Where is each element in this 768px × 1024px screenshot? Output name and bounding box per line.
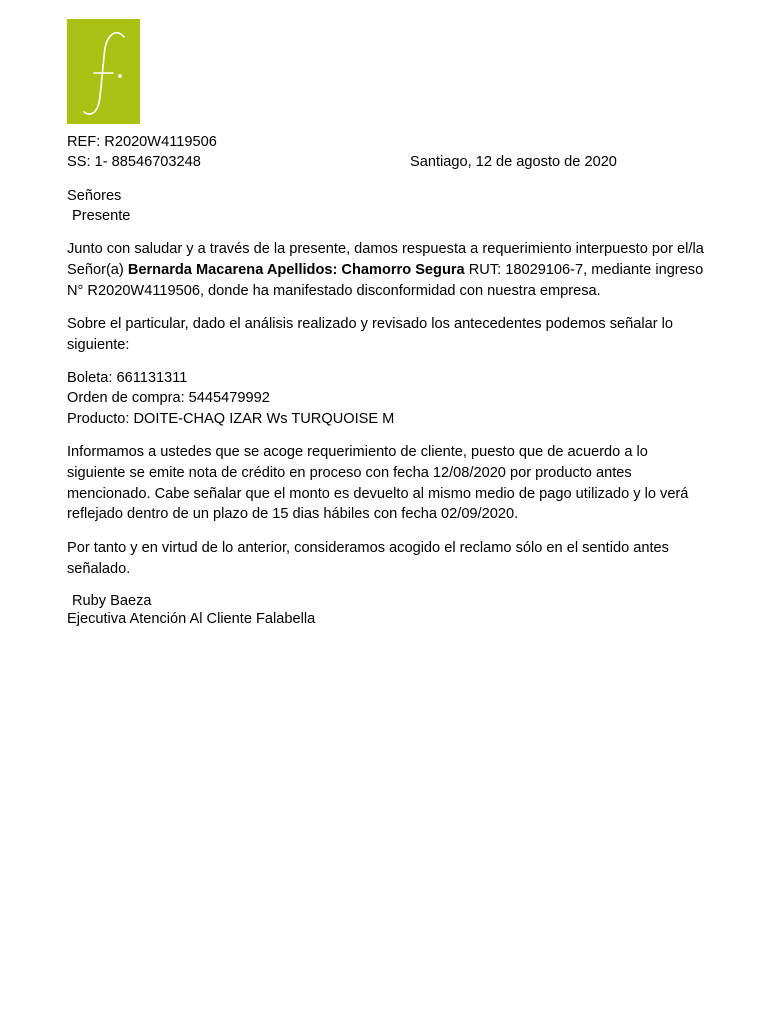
closing-paragraph [67, 538, 707, 580]
reference-number: REF: R2020W4119506 [67, 134, 217, 150]
resolution-text: Informamos a ustedes que se acoge requerimiento de cliente, puesto que de acuerdo a lo siguiente se emite nota de crédito en proceso con fecha 12/08/2020 por producto antes mencionado. Cabe señalar que el monto es devuelto al mismo medio de pago utilizado y lo verá reflejado dentro de un plazo de 15 dias hábiles con fecha 02/09/2020. [67, 444, 689, 523]
intro-paragraph [67, 239, 707, 301]
signature-title: Ejecutiva Atención Al Cliente Falabella [67, 611, 316, 627]
analysis-paragraph [67, 314, 707, 356]
order-line: Orden de compra: 5445479992 [67, 390, 270, 406]
boleta-line: Boleta: 661131311 [67, 370, 188, 386]
customer-name: Bernarda Macarena Apellidos: Chamorro Segura [127, 261, 465, 278]
product-line: Producto: DOITE-CHAQ IZAR Ws TURQUOISE M [67, 411, 395, 427]
resolution-paragraph [67, 442, 707, 525]
intro-text-before: Junto con saludar y a través de la presente, damos respuesta a requerimiento interpuesto por el/la Señor(a) [67, 241, 704, 278]
analysis-text: Sobre el particular, dado el análisis realizado y revisado los antecedentes podemos señalar lo siguiente: [67, 316, 674, 353]
salutation-present: Presente [72, 208, 131, 224]
ss-number: SS: 1- 88546703248 [67, 154, 201, 170]
salutation-line: Señores [67, 188, 122, 204]
signature-name: Ruby Baeza [72, 593, 152, 609]
intro-text-after: RUT: 18029106-7, mediante ingreso N° R2020W4119506, donde ha manifestado disconformidad con nuestra empresa. [67, 261, 704, 299]
closing-text: Por tanto y en virtud de lo anterior, consideramos acogido el reclamo sólo en el sentido antes señalado. [67, 540, 669, 577]
date-place: Santiago, 12 de agosto de 2020 [410, 154, 617, 170]
falabella-logo [67, 19, 140, 124]
